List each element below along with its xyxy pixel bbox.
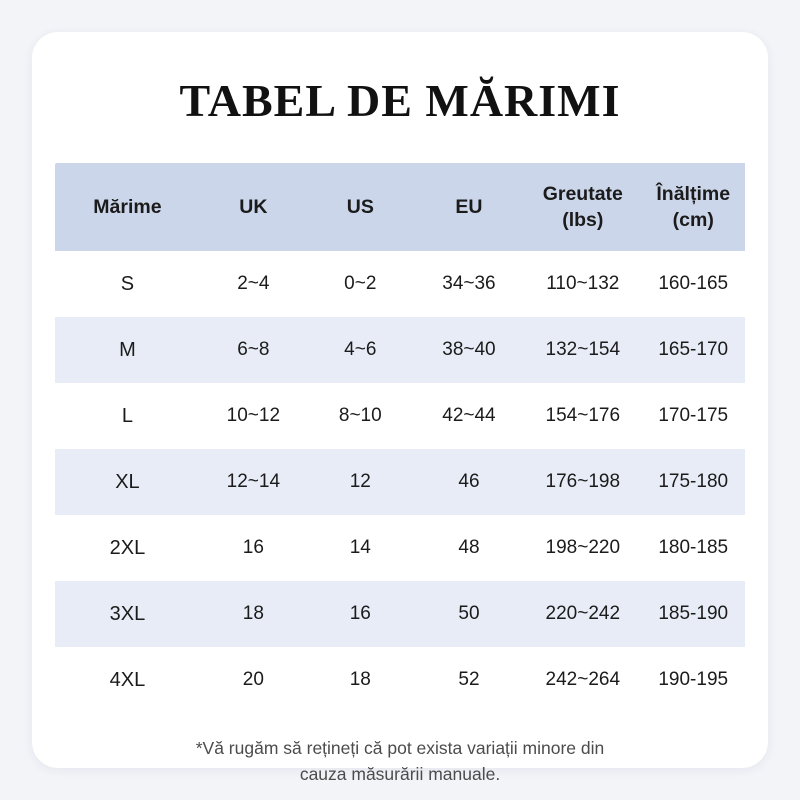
cell-eu: 34~36 — [414, 251, 524, 317]
cell-eu: 46 — [414, 449, 524, 515]
cell-weight: 242~264 — [524, 647, 641, 713]
cell-weight: 154~176 — [524, 383, 641, 449]
table-row — [55, 317, 745, 383]
measurement-note — [80, 735, 720, 788]
table-header — [55, 163, 745, 251]
cell-us: 0~2 — [307, 251, 414, 317]
cell-size: 4XL — [55, 647, 200, 713]
cell-weight: 198~220 — [524, 515, 641, 581]
column-header-height — [641, 163, 745, 251]
cell-weight: 110~132 — [524, 251, 641, 317]
cell-height: 165-170 — [641, 317, 745, 383]
table-header-row — [55, 163, 745, 251]
cell-eu: 42~44 — [414, 383, 524, 449]
table-body — [55, 251, 745, 713]
cell-size: XL — [55, 449, 200, 515]
table-row — [55, 647, 745, 713]
size-table-container — [55, 163, 745, 713]
size-table — [55, 163, 745, 713]
column-header-uk: UK — [200, 163, 307, 251]
column-header-weight-line2: (lbs) — [562, 209, 604, 231]
cell-us: 18 — [307, 647, 414, 713]
table-row — [55, 383, 745, 449]
cell-us: 8~10 — [307, 383, 414, 449]
cell-uk: 16 — [200, 515, 307, 581]
cell-us: 12 — [307, 449, 414, 515]
cell-us: 14 — [307, 515, 414, 581]
table-row — [55, 515, 745, 581]
cell-eu: 52 — [414, 647, 524, 713]
cell-height: 175-180 — [641, 449, 745, 515]
cell-size: 3XL — [55, 581, 200, 647]
cell-uk: 2~4 — [200, 251, 307, 317]
cell-size: M — [55, 317, 200, 383]
column-header-weight — [524, 163, 641, 251]
cell-height: 170-175 — [641, 383, 745, 449]
cell-eu: 50 — [414, 581, 524, 647]
cell-uk: 10~12 — [200, 383, 307, 449]
page-title: TABEL DE MĂRIMI — [179, 75, 621, 126]
cell-weight: 132~154 — [524, 317, 641, 383]
column-header-us: US — [307, 163, 414, 251]
measurement-note-line1: *Vă rugăm să rețineți că pot exista variații minore din — [195, 738, 605, 758]
column-header-eu: EU — [414, 163, 524, 251]
cell-height: 190-195 — [641, 647, 745, 713]
table-row — [55, 251, 745, 317]
cell-us: 4~6 — [307, 317, 414, 383]
size-chart-card — [32, 32, 768, 785]
column-header-height-line2: (cm) — [672, 209, 714, 231]
column-header-weight-line1: Greutate — [542, 182, 623, 205]
cell-height: 160-165 — [641, 251, 745, 317]
cell-uk: 6~8 — [200, 317, 307, 383]
cell-size: S — [55, 251, 200, 317]
cell-weight: 220~242 — [524, 581, 641, 647]
table-row — [55, 449, 745, 515]
cell-eu: 48 — [414, 515, 524, 581]
table-row — [55, 581, 745, 647]
cell-height: 180-185 — [641, 515, 745, 581]
cell-uk: 12~14 — [200, 449, 307, 515]
column-header-size: Mărime — [55, 163, 200, 251]
cell-size: 2XL — [55, 515, 200, 581]
measurement-note-line2: cauza măsurării manuale. — [299, 764, 501, 785]
cell-height: 185-190 — [641, 581, 745, 647]
cell-eu: 38~40 — [414, 317, 524, 383]
cell-weight: 176~198 — [524, 449, 641, 515]
cell-uk: 20 — [200, 647, 307, 713]
cell-uk: 18 — [200, 581, 307, 647]
cell-us: 16 — [307, 581, 414, 647]
column-header-height-line1: Înălțime — [656, 182, 731, 205]
cell-size: L — [55, 383, 200, 449]
